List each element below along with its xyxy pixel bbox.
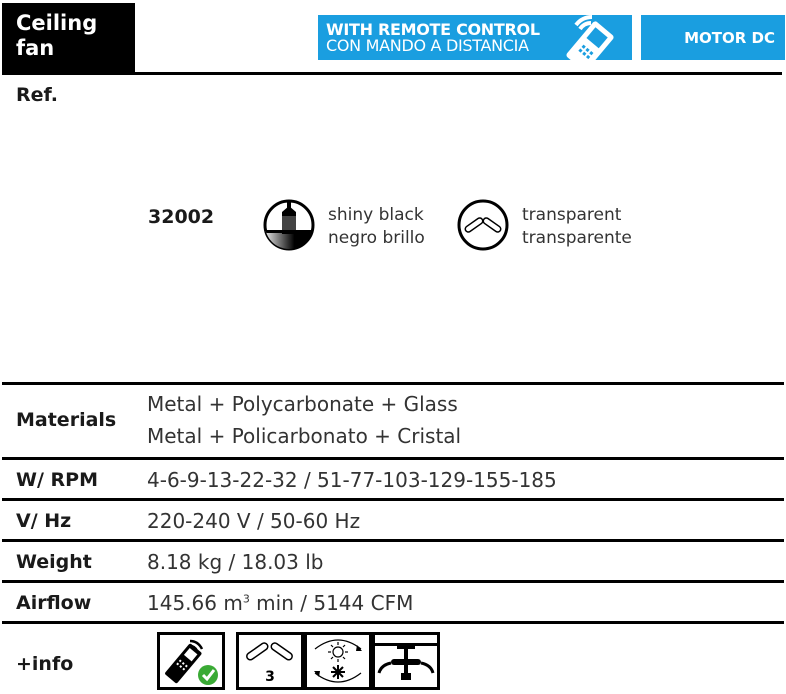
header-divider: [2, 72, 782, 75]
ref-code: 32002: [148, 206, 215, 228]
ceiling-mount-icon: [372, 632, 440, 690]
airflow-value: 145.66 $m^3$ min / 5144 CFM: [147, 591, 414, 615]
v-hz-label: V/ Hz: [16, 510, 72, 532]
weight-value: 8.18 kg / 18.03 lb: [147, 550, 324, 574]
materials-label: Materials: [16, 409, 117, 431]
motor-dc-badge: MOTOR DC: [641, 15, 785, 60]
w-rpm-value: 4-6-9-13-22-32 / 51-77-103-129-155-185: [147, 468, 557, 492]
remote-badge-en: WITH REMOTE CONTROL: [326, 20, 540, 39]
remote-badge-es: CON MANDO A DISTANCIA: [326, 36, 529, 55]
category-title: Ceiling fan: [16, 11, 98, 60]
v-hz-value: 220-240 V / 50-60 Hz: [147, 509, 361, 533]
materials-value-en: Metal + Polycarbonate + Glass: [147, 392, 458, 416]
divider: [2, 457, 784, 460]
w-rpm-label: W/ RPM: [16, 469, 98, 491]
summer-winter-reversible-icon: [304, 632, 372, 690]
remote-control-badge: [318, 15, 632, 60]
weight-label: Weight: [16, 551, 92, 573]
blade-finish-icon: [456, 198, 510, 252]
blades-count-icon: [236, 632, 304, 690]
divider: [2, 621, 784, 624]
body-finish-icon: [262, 198, 316, 252]
svg-text:3: 3: [265, 669, 275, 685]
remote-control-included-icon: [157, 632, 225, 690]
airflow-label: Airflow: [16, 592, 92, 614]
info-label: +info: [16, 653, 74, 675]
divider: [2, 539, 784, 542]
category-block: [2, 3, 135, 73]
materials-value-es: Metal + Policarbonato + Cristal: [147, 424, 462, 448]
divider: [2, 580, 784, 583]
remote-control-icon: [554, 15, 632, 60]
divider: [2, 498, 784, 501]
ref-label: Ref.: [16, 84, 58, 106]
divider: [2, 382, 784, 385]
